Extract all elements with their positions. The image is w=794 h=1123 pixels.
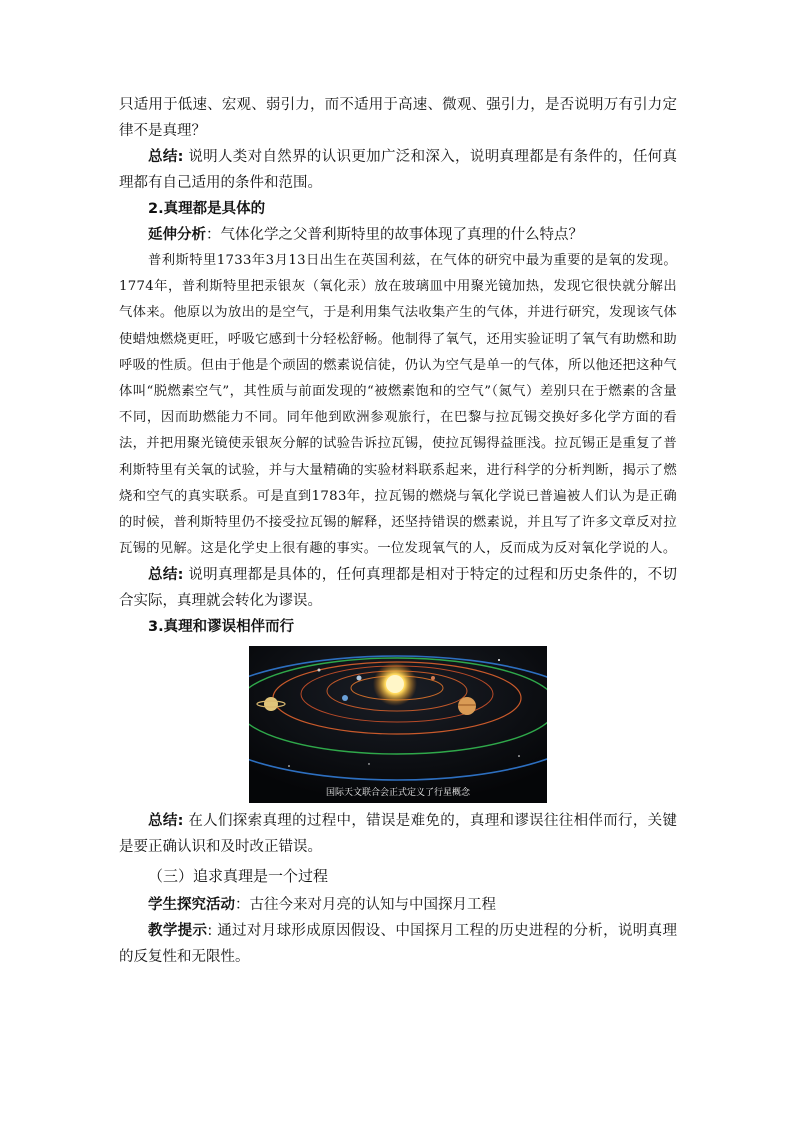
priestley-story: 普利斯特里1733年3月13日出生在英国利兹，在气体的研究中最为重要的是氧的发现。1774年，普利斯特里把汞银灰（氧化汞）放在玻璃皿中用聚光镜加热，发现它很快就分解出气体来。他原以为放出的是空气，于是利用集气法收集产生的气体，并进行研究，发现该气体使蜡烛燃烧更旺，呼吸它感到十分轻松舒畅。他制得了氧气，还用实验证明了氧气有助燃和助呼吸的性质。但由于他是个顽固的燃素说信徒，仍认为空气是单一的气体，所以他还把这种气体叫“脱燃素空气”，其性质与前面发现的“被燃素饱和的空气”（氮气）差别只在于燃素的含量不同，因而助燃能力不同。同年他到欧洲参观旅行，在巴黎与拉瓦锡交换好多化学方面的看法，并把用聚光镜使汞银灰分解的试验告诉拉瓦锡，使拉瓦锡得益匪浅。拉瓦锡正是重复了普利斯特里有关氧的试验，并与大量精确的实验材料联系起来，进行科学的分析判断，揭示了燃烧和空气的真实联系。可是直到1783年，拉瓦锡的燃烧与氧化学说已普遍被人们认为是正确的时候，普利斯特里仍不接受拉瓦锡的解释，还坚持错误的燃素说，并且写了许多文章反对拉瓦锡的见解。这是化学史上很有趣的事实。一位发现氧气的人，反而成为反对氧化学说的人。 xyxy=(119,253,677,557)
image-caption: 国际天文联合会正式定义了行星概念 xyxy=(325,788,470,799)
solar-system-illustration xyxy=(249,646,547,803)
paragraph-question: 只适用于低速、宏观、弱引力，而不适用于高速、微观、强引力，是否说明万有引力定律不是真理？ xyxy=(119,97,677,139)
summary-text: 说明人类对自然界的认识更加广泛和深入，说明真理都是有条件的，任何真理都有自己适用的条件和范围。 xyxy=(119,149,677,191)
solar-system-image xyxy=(249,646,547,803)
summary-text: 说明真理都是具体的，任何真理都是相对于特定的过程和历史条件的，不切合实际，真理就会转化为谬误。 xyxy=(119,567,677,610)
summary-label: 总结: xyxy=(148,813,184,830)
student-activity xyxy=(119,892,677,918)
summary-2 xyxy=(119,562,677,614)
extension-analysis xyxy=(119,222,677,248)
section-heading-3: （三）追求真理是一个过程 xyxy=(148,867,329,886)
heading-3: 3.真理和谬误相伴而行 xyxy=(148,619,295,636)
summary-text: 在人们探索真理的过程中，错误是难免的，真理和谬误往往相伴而行，关键是要正确认识和及时改正错误。 xyxy=(119,813,677,856)
teaching-tip xyxy=(119,918,677,970)
activity-text: ：古往今来对月亮的认知与中国探月工程 xyxy=(235,897,496,914)
summary-label: 总结: xyxy=(148,149,184,165)
summary-3 xyxy=(119,808,677,860)
tip-label: 教学提示 xyxy=(148,923,208,940)
extension-label: 延伸分析 xyxy=(148,227,206,243)
extension-text: ：气体化学之父普利斯特里的故事体现了真理的什么特点？ xyxy=(206,227,583,243)
summary-label: 总结: xyxy=(148,567,184,584)
tip-text: : 通过对月球形成原因假设、中国探月工程的历史进程的分析，说明真理的反复性和无限性。 xyxy=(119,923,677,966)
summary-1 xyxy=(119,144,677,196)
document-page xyxy=(119,92,677,970)
heading-2: 2.真理都是具体的 xyxy=(148,201,266,217)
activity-label: 学生探究活动 xyxy=(148,897,235,914)
